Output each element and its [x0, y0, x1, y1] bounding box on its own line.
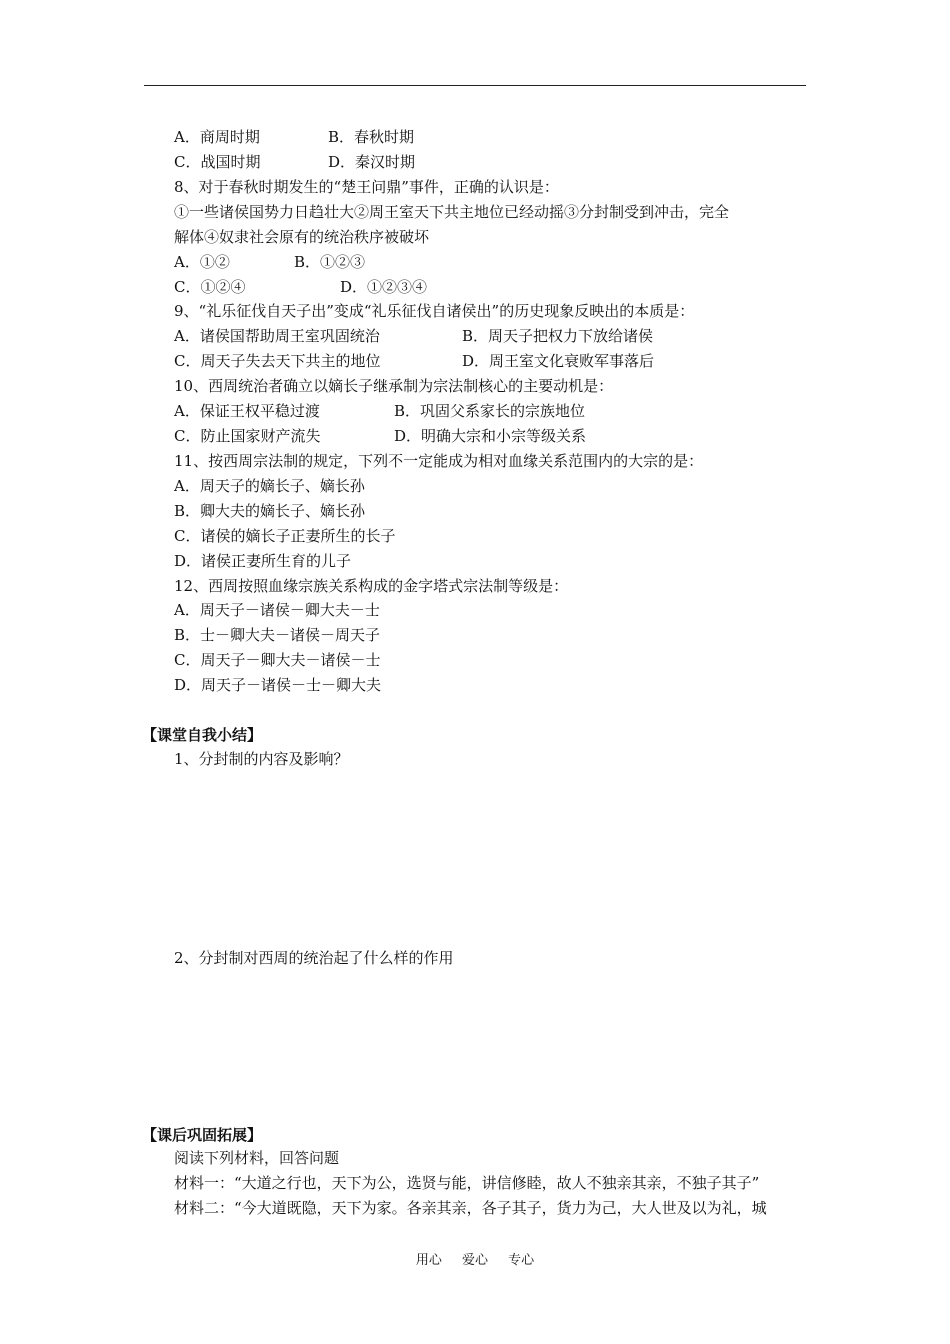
- q8-option-d: D．①②③④: [340, 278, 428, 296]
- q8-statements-line-2: 解体④奴隶社会原有的统治秩序被破坏: [174, 228, 430, 246]
- q8-option-a: A．①②: [174, 253, 230, 271]
- q9-option-c: C．周天子失去天下共主的地位: [174, 352, 381, 370]
- q10-stem: 10、西周统治者确立以嫡长子继承制为宗法制核心的主要动机是：: [174, 377, 614, 395]
- q7-option-b: B．春秋时期: [328, 128, 415, 146]
- q9-option-a: A．诸侯国帮助周王室巩固统治: [174, 327, 380, 345]
- extension-intro: 阅读下列材料，回答问题: [174, 1149, 340, 1167]
- q9-stem: 9、“礼乐征伐自天子出”变成“礼乐征伐自诸侯出”的历史现象反映出的本质是：: [174, 302, 695, 320]
- q10-option-c: C．防止国家财产流失: [174, 427, 321, 445]
- q8-option-row-1: [174, 252, 366, 272]
- summary-question-1: 1、分封制的内容及影响？: [174, 750, 349, 768]
- q8-option-b: B．①②③: [294, 253, 366, 271]
- q7-option-row-2: [174, 152, 416, 172]
- q12-option-a: A．周天子－诸侯－卿大夫－士: [174, 601, 380, 619]
- q11-option-b: B．卿大夫的嫡长子、嫡长孙: [174, 502, 366, 520]
- q10-option-row-2: [174, 426, 587, 446]
- footer-word-2: 爱心: [461, 1253, 488, 1268]
- q11-option-a: A．周天子的嫡长子、嫡长孙: [174, 477, 365, 495]
- q11-option-d: D．诸侯正妻所生育的儿子: [174, 552, 352, 570]
- q8-option-c: C．①②④: [174, 278, 246, 296]
- q11-stem: 11、按西周宗法制的规定，下列不一定能成为相对血缘关系范围内的大宗的是：: [174, 452, 704, 470]
- q8-option-row-2: [174, 277, 428, 297]
- footer-word-1: 用心: [415, 1253, 442, 1268]
- q10-option-a: A．保证王权平稳过渡: [174, 402, 320, 420]
- q7-option-row-1: [174, 127, 415, 147]
- q12-option-c: C．周天子－卿大夫－诸侯－士: [174, 651, 381, 669]
- summary-heading: 【课堂自我小结】: [142, 726, 263, 744]
- q10-option-d: D．明确大宗和小宗等级关系: [394, 427, 587, 445]
- summary-question-2: 2、分封制对西周的统治起了什么样的作用: [174, 949, 454, 967]
- q9-option-row-2: [174, 351, 655, 371]
- q7-option-d: D．秦汉时期: [328, 153, 416, 171]
- q9-option-row-1: [174, 326, 654, 346]
- footer-word-3: 专心: [508, 1253, 535, 1268]
- q7-option-a: A．商周时期: [174, 128, 260, 146]
- q12-option-d: D．周天子－诸侯－士－卿大夫: [174, 676, 382, 694]
- extension-material-1: 材料一：“大道之行也，天下为公，选贤与能，讲信修睦，故人不独亲其亲，不独子其子”: [174, 1174, 760, 1192]
- extension-material-2: 材料二：“今大道既隐，天下为家。各亲其亲，各子其子，货力为己，大人世及以为礼，城: [174, 1199, 767, 1217]
- q9-option-b: B．周天子把权力下放给诸侯: [462, 327, 654, 345]
- q11-option-c: C．诸侯的嫡长子正妻所生的长子: [174, 527, 396, 545]
- extension-heading: 【课后巩固拓展】: [142, 1126, 263, 1144]
- q12-stem: 12、西周按照血缘宗族关系构成的金字塔式宗法制等级是：: [174, 577, 569, 595]
- q8-statements-line-1: ①一些诸侯国势力日趋壮大②周王室天下共主地位已经动摇③分封制受到冲击，完全: [174, 203, 730, 221]
- header-rule: [144, 85, 806, 86]
- page-footer: [0, 1249, 950, 1268]
- q12-option-b: B．士－卿大夫－诸侯－周天子: [174, 626, 381, 644]
- q7-option-c: C．战国时期: [174, 153, 261, 171]
- q10-option-row-1: [174, 401, 586, 421]
- q10-option-b: B．巩固父系家长的宗族地位: [394, 402, 586, 420]
- q8-stem: 8、对于春秋时期发生的“楚王问鼎”事件，正确的认识是：: [174, 178, 559, 196]
- q9-option-d: D．周王室文化衰败军事落后: [462, 352, 655, 370]
